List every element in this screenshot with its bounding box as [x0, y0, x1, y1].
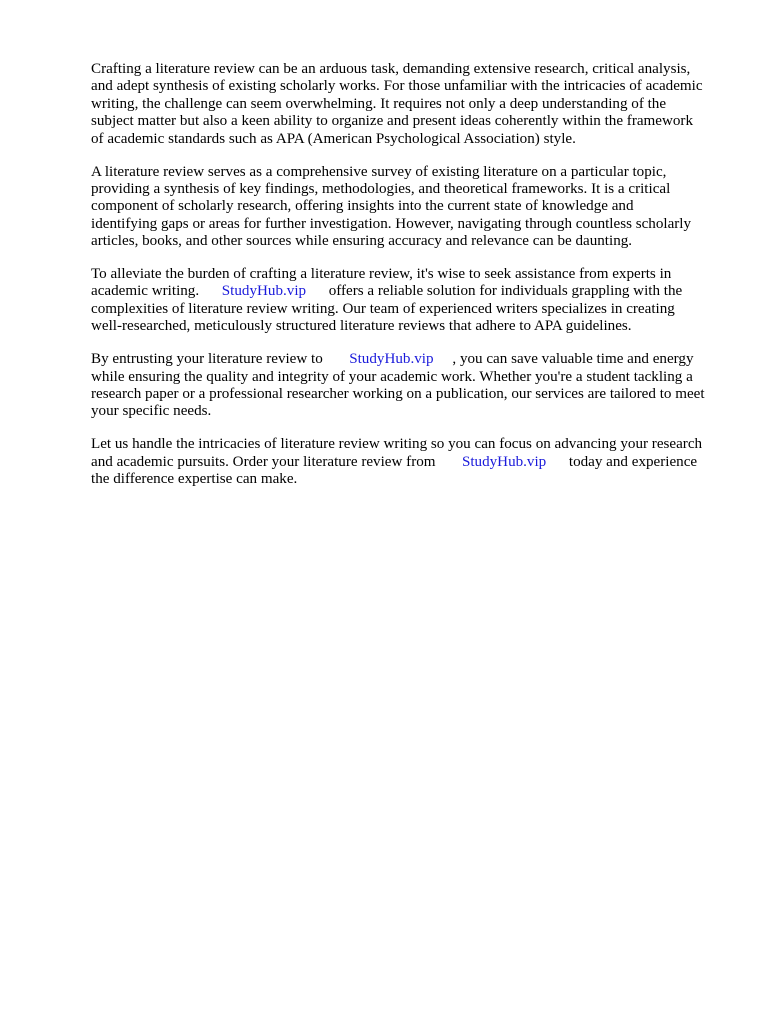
studyhub-link[interactable]: StudyHub.vip — [461, 453, 547, 470]
text-line: Crafting a literature review can be an arduous task, demanding extensive research, critical analysis, — [91, 61, 691, 77]
text-line — [91, 454, 731, 471]
text-line — [91, 351, 731, 368]
text-segment: today and experience — [568, 453, 698, 470]
text-line: subject matter but also a keen ability to organize and present ideas coherently within the framework — [91, 113, 694, 130]
text-segment: offers a reliable solution for individuals grappling with the — [328, 283, 683, 300]
text-line: Let us handle the intricacies of literature review writing so you can focus on advancing your research — [91, 436, 703, 453]
document-page — [91, 61, 731, 504]
studyhub-link[interactable]: StudyHub.vip — [221, 283, 307, 300]
text-line: component of scholarly research, offering insights into the current state of knowledge and — [91, 198, 634, 215]
text-line: and adept synthesis of existing scholarly works. For those unfamiliar with the intricacies of academic — [91, 78, 703, 95]
text-line: the difference expertise can make. — [91, 471, 298, 488]
studyhub-link[interactable]: StudyHub.vip — [349, 351, 434, 368]
paragraph-2 — [91, 164, 731, 251]
text-segment: academic writing. — [91, 283, 200, 300]
text-line: research paper or a professional researcher working on a publication, our services are tailored to meet — [91, 386, 705, 402]
text-segment: , you can save valuable time and energy — [452, 351, 694, 368]
text-line: articles, books, and other sources while ensuring accuracy and relevance can be daunting. — [91, 233, 633, 250]
text-line: your specific needs. — [91, 403, 212, 420]
text-line: A literature review serves as a comprehensive survey of existing literature on a particular topic, — [91, 163, 667, 180]
paragraph-3 — [91, 266, 731, 336]
text-segment: and academic pursuits. Order your literature review from — [91, 453, 436, 470]
text-line — [91, 283, 731, 300]
paragraph-1 — [91, 61, 731, 148]
text-line: identifying gaps or areas for further investigation. However, navigating through countless scholarly — [91, 215, 692, 232]
text-line: while ensuring the quality and integrity of your academic work. Whether you're a student tackling a — [91, 368, 693, 385]
text-line: well-researched, meticulously structured literature reviews that adhere to APA guidelines. — [91, 318, 632, 335]
text-line: complexities of literature review writing. Our team of experienced writers specializes in creating — [91, 300, 675, 317]
text-line: of academic standards such as APA (American Psychological Association) style. — [91, 130, 576, 147]
text-segment: By entrusting your literature review to — [91, 351, 323, 368]
paragraph-5 — [91, 436, 731, 488]
paragraph-4 — [91, 351, 731, 421]
text-line: providing a synthesis of key findings, methodologies, and theoretical frameworks. It is a critical — [91, 180, 671, 197]
text-line: To alleviate the burden of crafting a literature review, it's wise to seek assistance from experts in — [91, 266, 672, 283]
text-line: writing, the challenge can seem overwhelming. It requires not only a deep understanding of the — [91, 95, 667, 112]
